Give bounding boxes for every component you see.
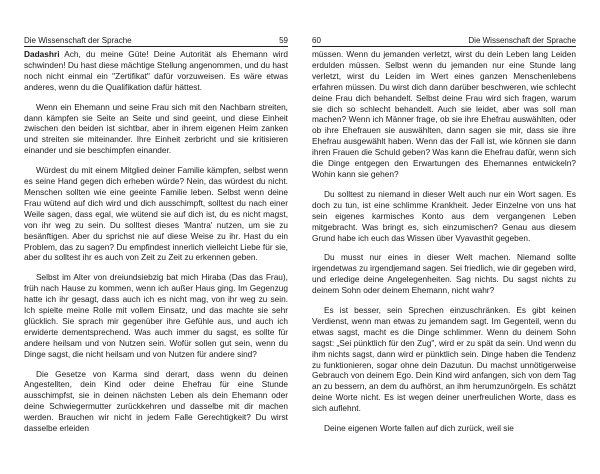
paragraph: Du musst nur eines in dieser Welt machen. Niemand sollte irgendetwas zu irgendjemand sagen. Sei friedlich, wie dir gegeben wird, und erledige deine Angelegenheiten. Sag nichts. Du sagst nichts zu deinem Sohn oder deinem Ehemann, nicht wahr?	[312, 252, 576, 296]
right-page-number: 60	[312, 36, 321, 45]
paragraph: Wenn ein Ehemann und seine Frau sich mit den Nachbarn streiten, dann kämpfen sie Seite an Seite und sind geeint, und diese Einheit zwischen den beiden ist sichtbar, aber in ihrem eigenen Heim zanken und streiten sie miteinander. Ihre Einheit zerbricht und sie kritisieren einander und sie beschimpfen einander.	[24, 101, 288, 156]
right-page	[312, 0, 576, 474]
left-page-number: 59	[279, 36, 288, 45]
left-page-header	[24, 0, 288, 47]
paragraph: Du solltest zu niemand in dieser Welt auch nur ein Wort sagen. Es doch zu tun, ist eine schlimme Krankheit. Jeder Einzelne von uns hat sein eigenes karmisches Konto aus dem vergangenen Leben mitgebracht. Was bringt es, sich einzumischen? Genau aus diesem Grund habe ich euch das Wissen über Vyavasthit gegeben.	[312, 188, 576, 243]
right-page-header	[312, 0, 576, 47]
paragraph: Selbst im Alter von dreiundsiebzig bat mich Hiraba (Das das Frau), früh nach Hause zu kommen, wenn ich außer Haus ging. Im Gegenzug hatte ich ihr gesagt, dass auch ich es nicht mag, von ihr weg zu sein. Ich spielte meine Rolle mit vollem Einsatz, und das machte sie sehr glücklich. Sie sprach mir gegenüber ihre Gefühle aus, und auch ich erwiderte dementsprechend. Was auch immer du sagst, es sollte für andere heilsam und von Nutzen sein. Wofür sollen gut sein, wenn du Dinge sagst, die nicht heilsam und von Nutzen für andere sind?	[24, 272, 288, 359]
paragraph-text: Ach, du meine Güte! Deine Autorität als Ehemann wird schwinden! Du hast diese mächtige Stellung angenommen, und du hast noch nicht einmal ein "Zertifikat" dafür vorzuweisen. Es wäre etwas anderes, wenn du die Qualifikation dafür hättest.	[24, 49, 288, 92]
paragraph: Würdest du mit einem Mitglied deiner Familie kämpfen, selbst wenn es seine Hand gegen dich erheben würde? Nein, das würdest du nicht. Menschen sollten wie eine geeinte Familie leben. Selbst wenn deine Frau wütend auf dich wird und dich ausschimpft, solltest du nach einer Weile sagen, dass egal, wie wütend sie auf dich ist, du es nicht magst, von ihr weg zu sein. Du solltest dieses 'Mantra' nutzen, um sie zu besänftigen. Aber du sprichst nie auf diese Weise zu ihr. Hast du ein Problem, das zu sagen? Du empfindest innerlich vielleicht Liebe für sie, aber du solltest ihr es auch von Zeit zu Zeit zu erkennen geben.	[24, 165, 288, 263]
right-page-body	[312, 49, 576, 434]
paragraph: müssen. Wenn du jemanden verletzt, wirst du dein Leben lang Leiden erdulden müssen. Selbst wenn du jemanden nur eine Stunde lang verletzt, wirst du Leiden im Wert eines ganzen Menschenlebens erfahren müssen. Du wirst dich dann darüber beschweren, wie schlecht deine Frau dich behandelt. Selbst deine Frau wird sich fragen, warum sie dich so schlecht behandelt. Auch sie leidet, aber was soll man machen? Wenn ich Männer frage, ob sie ihre Ehefrau auswählten, oder ob ihre Ehefrauen sie auswählten, dann sagen sie mir, dass sie ihre Ehefrau ausgewählt haben. Wenn das der Fall ist, wie können sie dann ihren Frauen die Schuld geben? Was kann die Ehefrau dafür, wenn sich die Dinge entgegen den Erwartungen des Ehemannes entwickeln? Wohin kann sie gehen?	[312, 49, 576, 179]
right-header-title: Die Wissenschaft der Sprache	[468, 36, 576, 45]
paragraph: Die Gesetze von Karma sind derart, dass wenn du deinen Angestellten, dein Kind oder deine Ehefrau für eine Stunde ausschimpfst, sie in deinen nächsten Leben als dein Ehemann oder deine Schwiegermutter zurückkehren und dasselbe mit dir machen werden. Brauchen wir nicht in jedem Falle Gerechtigkeit? Du wirst dasselbe erleiden	[24, 368, 288, 434]
left-page-body	[24, 49, 288, 434]
paragraph: Es ist besser, sein Sprechen einzuschränken. Es gibt keinen Verdienst, wenn man etwas zu jemandem sagt. Im Gegenteil, wenn du etwas sagst, macht es die Dinge schlimmer. Wenn du deinem Sohn sagst: „Sei pünktlich für den Zug", wird er zu spät da sein. Und wenn du ihm nichts sagst, dann wird er pünktlich sein. Dinge haben die Tendenz zu funktionieren, sogar ohne dein Dazutun. Du machst unnötigerweise Gebrauch von deinem Ego. Dein Kind wird anfangen, sich von dem Tag an zu bessern, an dem du aufhörst, an ihm herumzunörgeln. Es schätzt deine Worte nicht. Es ist wegen deiner unerfreulichen Worte, dass es sich auflehnt.	[312, 305, 576, 414]
paragraph	[24, 49, 288, 93]
left-header-title: Die Wissenschaft der Sprache	[24, 36, 132, 45]
speaker-label: Dadashri	[24, 49, 60, 59]
paragraph: Deine eigenen Worte fallen auf dich zurück, weil sie	[324, 423, 514, 434]
left-page	[24, 0, 288, 474]
